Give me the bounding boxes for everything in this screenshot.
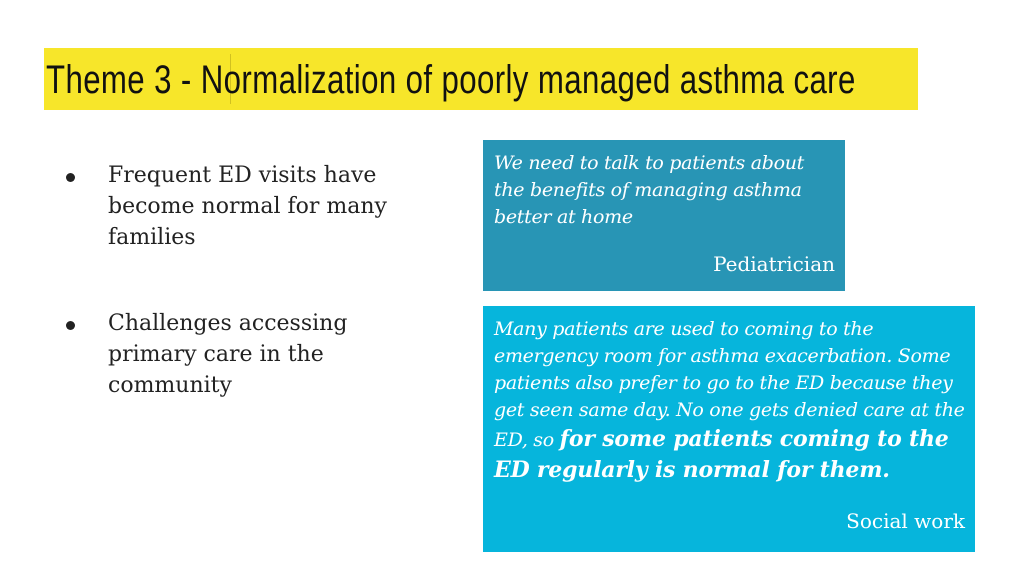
bullet-item — [66, 308, 426, 401]
bullet-icon — [66, 173, 75, 182]
bullet-text: Frequent ED visits have become normal for many families — [108, 163, 387, 250]
quote-source: Pediatrician — [713, 252, 835, 276]
quote-box-social-work — [483, 306, 975, 552]
bullet-icon — [66, 321, 75, 330]
quote-text — [494, 316, 965, 486]
quote-text-emphasis: for some patients coming to the ED regularly is normal for them. — [494, 426, 949, 483]
title-highlight — [44, 48, 918, 110]
slide-title: Theme 3 - Normalization of poorly managed asthma care — [46, 58, 856, 102]
quote-box-pediatrician — [483, 140, 845, 291]
bullet-item — [66, 160, 426, 253]
quote-source: Social work — [846, 509, 965, 533]
quote-text: We need to talk to patients about the benefits of managing asthma better at home — [494, 152, 805, 228]
bullet-text: Challenges accessing primary care in the community — [108, 311, 348, 398]
quote-text-plain: Many patients are used to coming to the emergency room for asthma exacerbation. Some patients also prefer to go to the ED because they get seen same day. No one gets denied care at the ED, so — [494, 318, 965, 451]
bullet-list — [66, 160, 426, 401]
